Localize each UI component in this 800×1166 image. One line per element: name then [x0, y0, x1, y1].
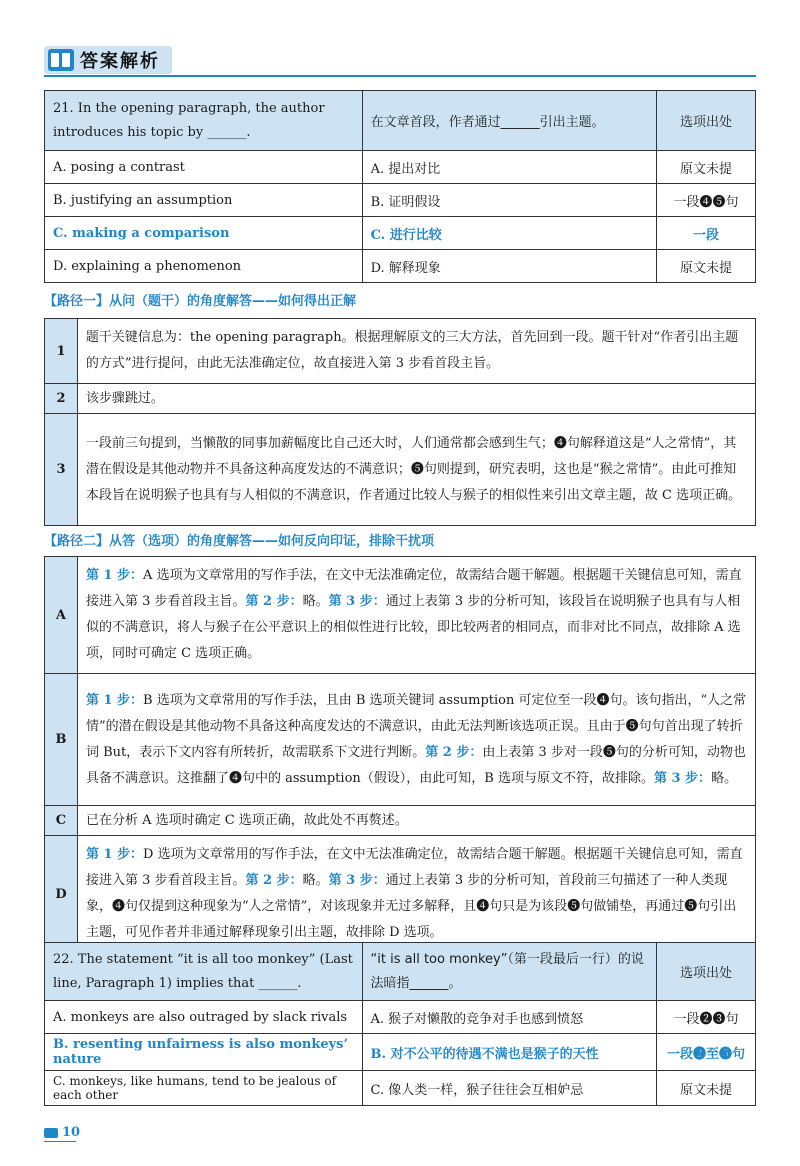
q22-option-b-src: 一段❷至❺句	[657, 1034, 756, 1071]
route2-option-label: D	[45, 836, 78, 953]
route2-table	[44, 556, 756, 953]
q22-source-header: 选项出处	[657, 943, 756, 1001]
step3-label: 第 3 步：	[328, 594, 386, 609]
step2-label: 第 2 步：	[425, 744, 483, 760]
step3-text: 略。	[711, 770, 738, 786]
header-underline	[44, 75, 756, 77]
q22-option-a-en: A. monkeys are also outraged by slack rivals	[45, 1001, 363, 1034]
page-number	[44, 1125, 80, 1140]
step2-text: 由上表第 3 步对一段❺句的分析可知，动物也具备不满意识。这推翻了❹句中的 assumption（假设），由此可知，B 选项与原文不符，故排除。	[85, 744, 746, 786]
route2-option-label: B	[45, 674, 78, 806]
q22-option-c-src: 原文未提	[657, 1071, 756, 1106]
route1-step-text: 一段前三句提到，当懒散的同事加薪幅度比自己还大时，人们通常都会感到生气；❹句解释道这是“人之常情”，其潜在假设是其他动物并不具备这种高度发达的不满意识；❺句则提到，研究表明，这也是“猴之常情”。由此可推知本段旨在说明猴子也具有与人相似的不满意识，作者通过比较人与猴子的相似性来引出文章主题，故 C 选项正确。	[77, 414, 755, 526]
step1-text: B 选项为文章常用的写作手法，且由 B 选项关键词 assumption 可定位至一段❹句。该句指出，“人之常情”的潜在假设是其他动物不具备这种高度发达的不满意识，由此无法判断该选项正误。且由于❺句句首出现了转折词 But，表示下文内容有所转折，故需联系下文进行判断。	[85, 692, 747, 760]
route1-title: 【路径一】从问（题干）的角度解答——如何得出正解	[44, 294, 357, 309]
q21-option-d-src: 原文未提	[657, 250, 756, 283]
q22-option-a-src: 一段❷❸句	[657, 1001, 756, 1034]
route2-option-d-text	[77, 836, 755, 953]
step2-label: 第 2 步：	[245, 594, 303, 609]
step2-label: 第 2 步：	[245, 873, 303, 888]
q22-option-b-en: B. resenting unfairness is also monkeys’ nature	[45, 1034, 363, 1071]
q21-options-table	[44, 90, 756, 283]
route1-table	[44, 318, 756, 526]
q22-question-zh: “it is all too monkey”（第一段最后一行）的说法暗指______。	[362, 943, 657, 1001]
route2-option-b-text	[77, 674, 755, 806]
q22-option-c-en: C. monkeys, like humans, tend to be jealous of each other	[45, 1071, 363, 1106]
route1-step-text: 该步骤跳过。	[77, 384, 755, 414]
q21-option-d-zh: D. 解释现象	[362, 250, 657, 283]
q21-option-a-zh: A. 提出对比	[362, 151, 657, 184]
step1-label: 第 1 步：	[85, 692, 144, 708]
q22-option-row	[45, 1001, 756, 1034]
page-number-underline	[44, 1141, 76, 1142]
step1-label: 第 1 步：	[85, 568, 144, 583]
q21-option-row	[45, 250, 756, 283]
route2-option-label: A	[45, 557, 78, 674]
q21-option-a-src: 原文未提	[657, 151, 756, 184]
q21-option-c-en: C. making a comparison	[45, 217, 363, 250]
q21-option-a-en: A. posing a contrast	[45, 151, 363, 184]
q21-option-c-zh: C. 进行比较	[362, 217, 657, 250]
step2-text: 略。	[302, 594, 329, 609]
q22-answer-row	[45, 1034, 756, 1071]
q21-source-header: 选项出处	[657, 91, 756, 151]
page-number-text: 10	[62, 1125, 81, 1140]
q21-option-row	[45, 151, 756, 184]
q21-option-c-src: 一段	[657, 217, 756, 250]
step3-text: 通过上表第 3 步的分析可知，首段前三句描述了一种人类现象，❹句仅提到这种现象为“人之常情”，对该现象并无过多解释，且❹句只是为该段❺句做铺垫，再通过❺句引出主题，可见作者并非通过解释现象引出主题，故排除 D 选项。	[85, 873, 737, 940]
q21-option-row	[45, 184, 756, 217]
header-title: 答案解析	[80, 51, 160, 72]
route2-option-c-text: 已在分析 A 选项时确定 C 选项正确，故此处不再赘述。	[77, 806, 755, 836]
route1-step-text: 题干关键信息为：the opening paragraph。根据理解原文的三大方法，首先回到一段。题干针对“作者引出主题的方式”进行提问，由此无法准确定位，故直接进入第 3 步看首段主旨。	[77, 319, 755, 384]
book-icon	[48, 49, 74, 71]
q22-option-c-zh: C. 像人类一样，猴子往往会互相妒忌	[362, 1071, 657, 1106]
q21-option-b-zh: B. 证明假设	[362, 184, 657, 217]
step3-text: 通过上表第 3 步的分析可知，该段旨在说明猴子也具有与人相似的不满意识，将人与猴子在公平意识上的相似性进行比较，即比较两者的相同点，而非对比不同点，故排除 A 选项，同时可确定 C 选项正确。	[85, 594, 741, 661]
q21-question-en: 21. In the opening paragraph, the author introduces his topic by ______.	[45, 91, 363, 151]
route2-option-a-text	[77, 557, 755, 674]
q21-option-b-src: 一段❹❺句	[657, 184, 756, 217]
route1-step-number: 3	[45, 414, 78, 526]
section-header	[44, 46, 756, 76]
step3-label: 第 3 步：	[653, 770, 712, 786]
step1-text: D 选项为文章常用的写作手法，在文中无法准确定位，故需结合题干解题。根据题干关键信息可知，需直接进入第 3 步看首段主旨。	[85, 847, 743, 888]
q21-option-b-en: B. justifying an assumption	[45, 184, 363, 217]
q21-option-d-en: D. explaining a phenomenon	[45, 250, 363, 283]
q21-answer-row	[45, 217, 756, 250]
route2-option-label: C	[45, 806, 78, 836]
page-icon	[44, 1128, 58, 1138]
q22-option-b-zh: B. 对不公平的待遇不满也是猴子的天性	[362, 1034, 657, 1071]
q22-question-en: 22. The statement “it is all too monkey” (Last line, Paragraph 1) implies that ______.	[45, 943, 363, 1001]
q22-option-row	[45, 1071, 756, 1106]
q22-options-table	[44, 942, 756, 1106]
step3-label: 第 3 步：	[328, 873, 386, 888]
step2-text: 略。	[302, 873, 329, 888]
step1-label: 第 1 步：	[85, 847, 144, 862]
route1-step-number: 1	[45, 319, 78, 384]
header-badge	[44, 46, 172, 74]
step1-text: A 选项为文章常用的写作手法，在文中无法准确定位，故需结合题干解题。根据题干关键信息可知，需直接进入第 3 步看首段主旨。	[85, 568, 742, 609]
route1-step-number: 2	[45, 384, 78, 414]
q21-question-zh: 在文章首段，作者通过______引出主题。	[362, 91, 657, 151]
route2-title: 【路径二】从答（选项）的角度解答——如何反向印证，排除干扰项	[44, 534, 435, 549]
q22-option-a-zh: A. 猴子对懒散的竞争对手也感到愤怒	[362, 1001, 657, 1034]
